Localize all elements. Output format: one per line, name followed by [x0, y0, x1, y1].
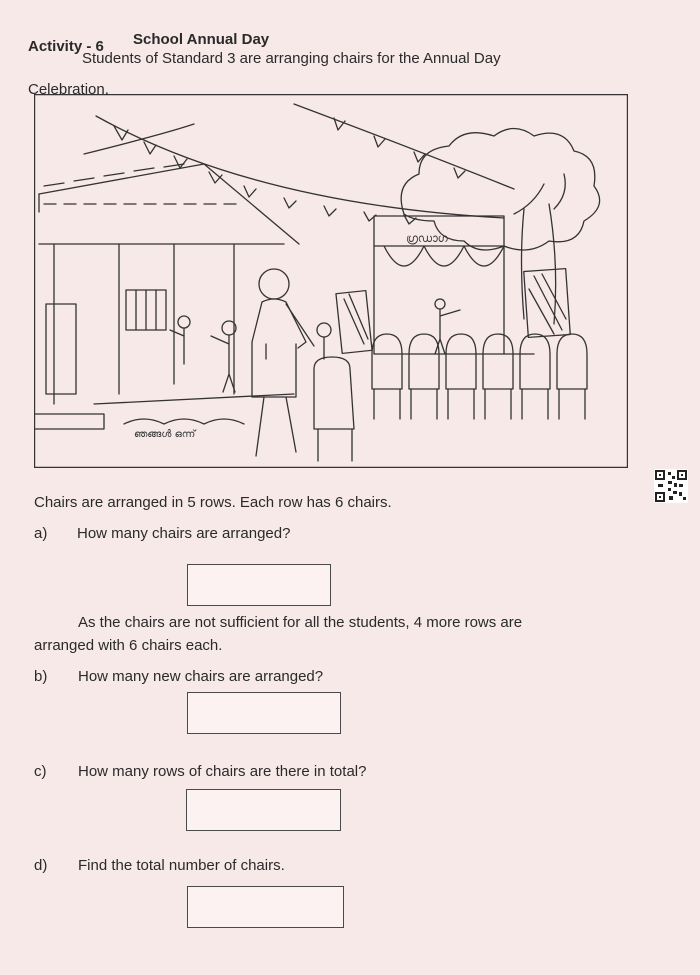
answer-b-box[interactable] — [187, 692, 341, 734]
statement-2-line-1: As the chairs are not sufficient for all the students, 4 more rows are — [78, 614, 523, 631]
stage-banner-text: ഗ്രഡാഗ — [406, 232, 448, 245]
answer-c-box[interactable] — [186, 789, 341, 831]
question-c-text: How many rows of chairs are there in total? — [78, 763, 367, 780]
answer-d-box[interactable] — [187, 886, 344, 928]
question-a-label: a) — [34, 525, 48, 542]
question-b-label: b) — [34, 668, 48, 685]
intro-line-1: Students of Standard 3 are arranging chairs for the Annual Day — [82, 50, 501, 67]
question-c-label: c) — [34, 763, 47, 780]
answer-a-box[interactable] — [187, 564, 331, 606]
statement-1: Chairs are arranged in 5 rows. Each row has 6 chairs. — [34, 494, 392, 511]
statement-2-line-2: arranged with 6 chairs each. — [34, 637, 223, 654]
question-d-text: Find the total number of chairs. — [78, 857, 285, 874]
qr-code-icon — [654, 469, 688, 503]
intro-line-2: Celebration. — [28, 81, 109, 98]
activity-number: Activity - 6 — [28, 38, 104, 55]
wall-text: ഞങ്ങൾ ഒന്ന് — [134, 429, 196, 440]
question-b-text: How many new chairs are arranged? — [78, 668, 324, 685]
activity-title: School Annual Day — [133, 31, 270, 48]
school-annual-day-illustration — [34, 94, 628, 468]
question-d-label: d) — [34, 857, 48, 874]
question-a-text: How many chairs are arranged? — [77, 525, 291, 542]
